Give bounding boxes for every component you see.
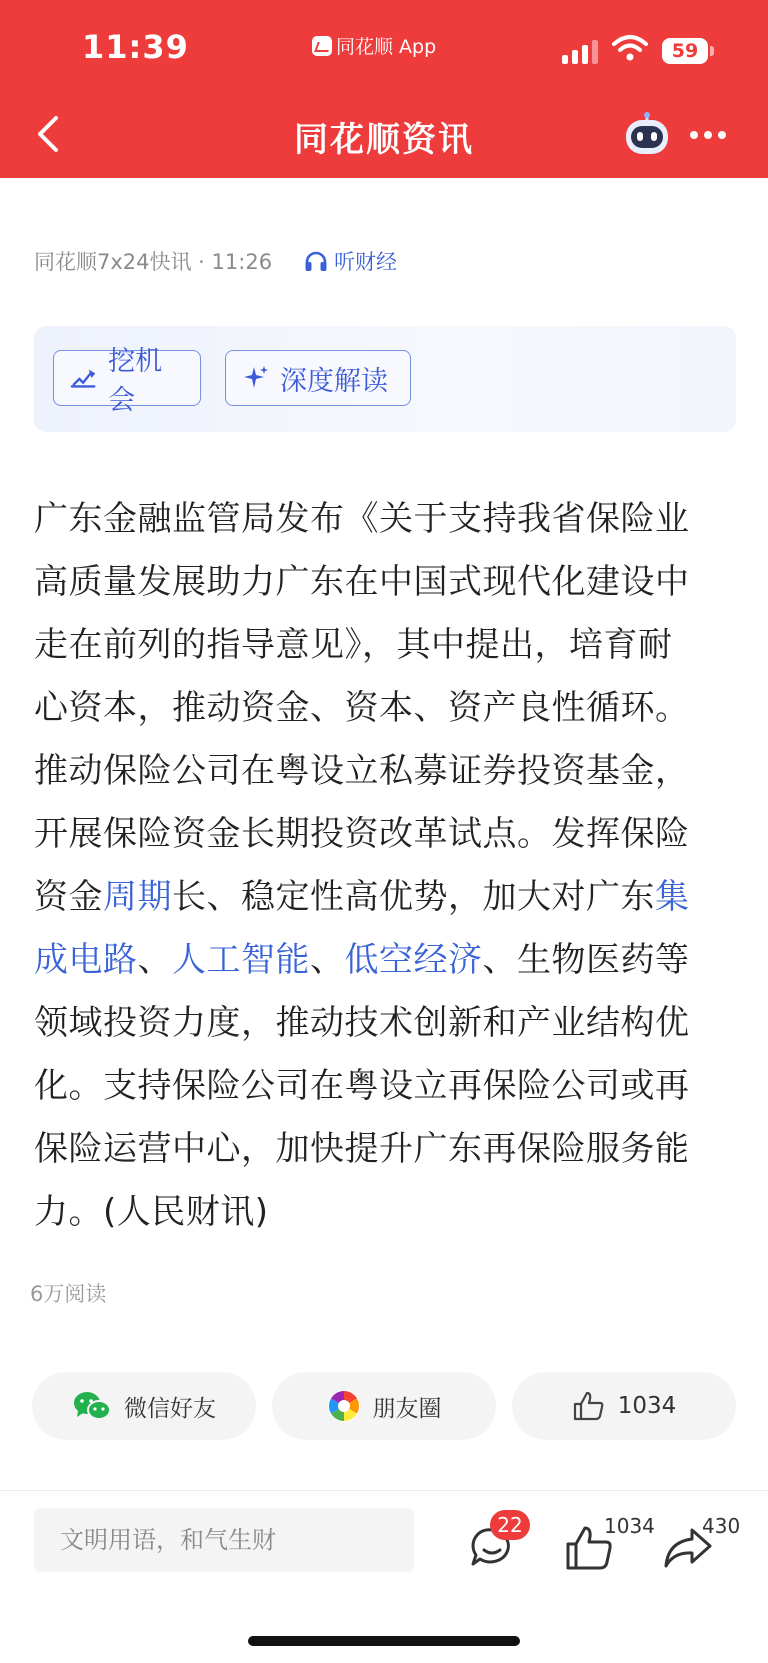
moments-icon bbox=[327, 1389, 361, 1423]
article-text: 、生物医药等 bbox=[482, 940, 690, 980]
article-line bbox=[34, 866, 744, 929]
app-logo-icon bbox=[312, 36, 332, 56]
topic-link[interactable]: 人工智能 bbox=[172, 940, 310, 980]
read-count: 6万阅读 bbox=[30, 1282, 107, 1306]
wechat-label: 微信好友 bbox=[124, 1395, 216, 1422]
article-line bbox=[34, 929, 744, 992]
topic-link[interactable]: 成电路 bbox=[34, 940, 138, 980]
sparkle-icon bbox=[242, 364, 270, 392]
article-body bbox=[34, 488, 744, 1244]
article-line bbox=[34, 1118, 744, 1181]
article-line bbox=[34, 551, 744, 614]
share-count: 430 bbox=[702, 1514, 741, 1538]
article-line bbox=[34, 677, 744, 740]
back-to-app-indicator[interactable] bbox=[312, 32, 436, 59]
bottom-divider bbox=[0, 1490, 768, 1491]
article-text: 推动保险公司在粤设立私募证券投资基金， bbox=[34, 751, 690, 791]
wechat-icon bbox=[72, 1390, 112, 1422]
article-source-time: 同花顺7x24快讯 · 11:26 bbox=[34, 250, 273, 274]
article-line bbox=[34, 1181, 744, 1244]
article-text: 广东金融监管局发布《关于支持我省保险业 bbox=[34, 499, 690, 539]
topic-link[interactable]: 周期 bbox=[103, 877, 172, 917]
ai-tools-panel bbox=[34, 326, 736, 432]
moments-label: 朋友圈 bbox=[372, 1395, 442, 1422]
deep-read-button[interactable] bbox=[225, 350, 411, 406]
wifi-icon bbox=[612, 34, 648, 62]
like-count: 1034 bbox=[604, 1514, 655, 1538]
article-text: 开展保险资金长期投资改革试点。发挥保险 bbox=[34, 814, 690, 854]
battery-tip bbox=[710, 46, 714, 56]
headphones-icon bbox=[304, 250, 328, 272]
article-text: 保险运营中心，加快提升广东再保险服务能 bbox=[34, 1129, 690, 1169]
article-line bbox=[34, 740, 744, 803]
comment-count-badge: 22 bbox=[490, 1510, 530, 1540]
source-app-label: 同花顺 App bbox=[336, 36, 437, 58]
share-moments-button[interactable] bbox=[272, 1372, 496, 1440]
comment-input[interactable]: 文明用语，和气生财 bbox=[34, 1508, 414, 1572]
article-line bbox=[34, 1055, 744, 1118]
signal-icon bbox=[562, 40, 598, 64]
article-text: 心资本，推动资金、资本、资产良性循环。 bbox=[34, 688, 690, 728]
article-text: 、 bbox=[137, 940, 172, 980]
ai-assistant-icon[interactable] bbox=[622, 112, 672, 158]
article-text: 走在前列的指导意见》，其中提出，培育耐 bbox=[34, 625, 673, 665]
listen-label: 听财经 bbox=[334, 250, 398, 274]
opportunity-label: 挖机会 bbox=[108, 346, 163, 416]
excavator-icon bbox=[70, 365, 98, 391]
opportunity-button[interactable] bbox=[53, 346, 201, 416]
article-text: 长、稳定性高优势，加大对广东 bbox=[172, 877, 655, 917]
topic-link[interactable]: 集 bbox=[655, 877, 690, 917]
deep-read-label: 深度解读 bbox=[280, 365, 388, 397]
thumbs-up-icon bbox=[572, 1390, 606, 1422]
article-line bbox=[34, 803, 744, 866]
article-text: 资金 bbox=[34, 877, 103, 917]
article-text: 、 bbox=[310, 940, 345, 980]
like-pill-button[interactable] bbox=[512, 1372, 736, 1440]
more-button[interactable] bbox=[690, 120, 740, 150]
battery-indicator: 59 bbox=[662, 38, 708, 64]
article-line bbox=[34, 488, 744, 551]
home-indicator bbox=[248, 1636, 520, 1646]
article-text: 领域投资力度，推动技术创新和产业结构优 bbox=[34, 1003, 690, 1043]
like-pill-count: 1034 bbox=[617, 1393, 677, 1419]
article-text: 高质量发展助力广东在中国式现代化建设中 bbox=[34, 562, 690, 602]
listen-button[interactable] bbox=[304, 246, 397, 276]
status-time: 11:39 bbox=[82, 28, 189, 66]
article-meta bbox=[34, 246, 397, 276]
page-title: 同花顺资讯 bbox=[294, 120, 474, 160]
article-text: 力。(人民财讯) bbox=[34, 1192, 269, 1232]
article-line bbox=[34, 992, 744, 1055]
article-line bbox=[34, 614, 744, 677]
topic-link[interactable]: 低空经济 bbox=[344, 940, 483, 980]
share-wechat-button[interactable] bbox=[32, 1372, 256, 1440]
article-text: 化。支持保险公司在粤设立再保险公司或再 bbox=[34, 1066, 690, 1106]
